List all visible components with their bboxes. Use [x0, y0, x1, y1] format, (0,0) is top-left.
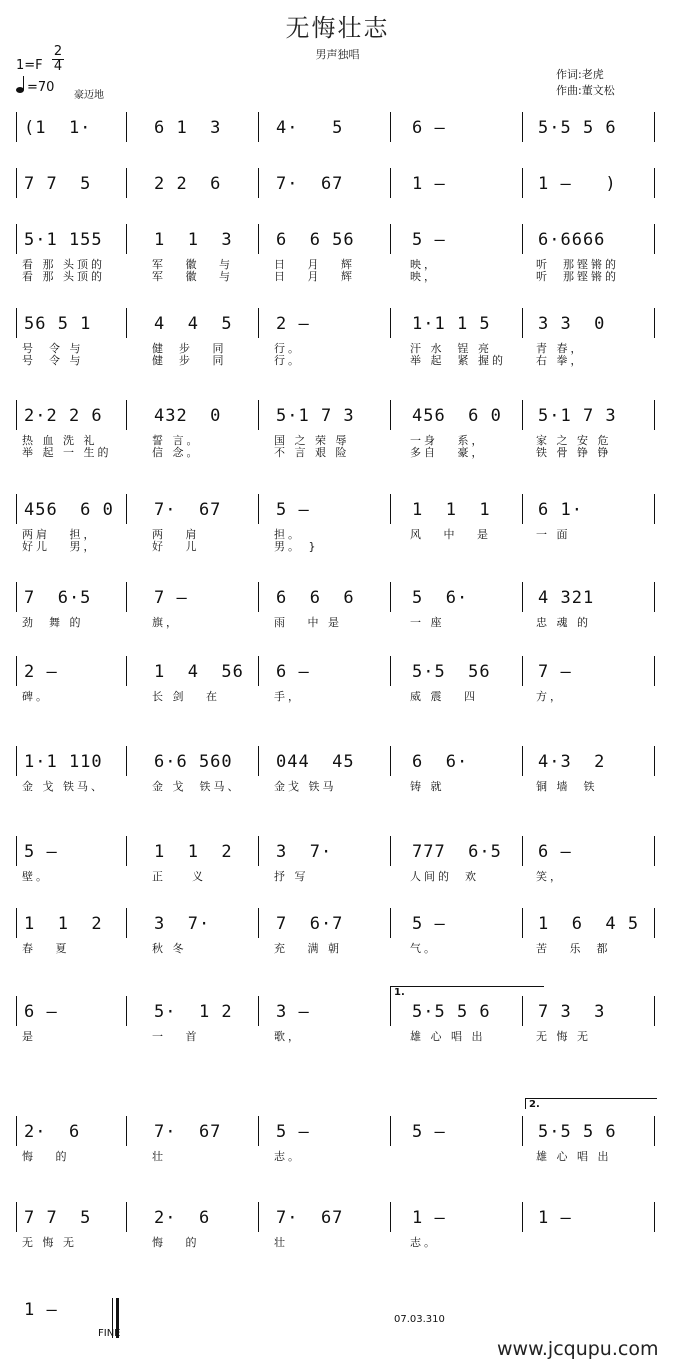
lyric-verse-2: 举 起 一 生的 — [22, 446, 112, 459]
measure-notes: 7 6·7 — [276, 914, 344, 934]
barline — [258, 1116, 259, 1146]
measure-notes: 5 6· — [412, 588, 469, 608]
song-title: 无悔壮志 — [285, 14, 390, 42]
barline — [258, 908, 259, 938]
measure-notes: 1 6 4 5 — [538, 914, 640, 934]
score-row — [0, 1116, 675, 1186]
barline — [522, 400, 523, 430]
lyric-verse-1: 悔 的 — [152, 1236, 200, 1249]
barline — [258, 308, 259, 338]
barline — [258, 996, 259, 1026]
measure-notes: 1·1 110 — [24, 752, 103, 772]
lyric-verse-1: 映， — [410, 258, 438, 271]
barline — [16, 494, 17, 524]
tempo-value: =70 — [27, 80, 55, 95]
barline — [16, 908, 17, 938]
measure-notes: 2·2 2 6 — [24, 406, 103, 426]
barline — [522, 656, 523, 686]
lyric-verse-2: 行。 — [274, 354, 302, 367]
lyric-verse-2: 军 徽 与 — [152, 270, 233, 283]
quarter-note-icon — [16, 87, 24, 93]
measure-notes: 1 1 3 — [154, 230, 233, 250]
lyric-verse-1: 雄 心 唱 出 — [536, 1150, 612, 1163]
barline — [390, 836, 391, 866]
lyric-verse-2: 好 儿 — [152, 540, 200, 553]
measure-notes: 7 – — [154, 588, 188, 608]
lyric-verse-2: 号 令 与 — [22, 354, 84, 367]
lyric-verse-1: 雄 心 唱 出 — [410, 1030, 486, 1043]
measure-notes: 1 – — [24, 1300, 58, 1320]
score-row — [0, 308, 675, 378]
measure-notes: 1 1 2 — [24, 914, 103, 934]
lyric-verse-1: 金戈 铁马 — [274, 780, 337, 793]
score-code: 07.03.310 — [394, 1314, 445, 1325]
barline — [126, 168, 127, 198]
measure-notes: 4 321 — [538, 588, 595, 608]
lyric-verse-1: 笑， — [536, 870, 564, 883]
barline — [126, 582, 127, 612]
barline — [522, 168, 523, 198]
measure-notes: 7 7 5 — [24, 1208, 92, 1228]
measure-notes: 6 6 56 — [276, 230, 355, 250]
barline — [390, 308, 391, 338]
barline — [126, 1202, 127, 1232]
measure-notes: 5· 1 2 — [154, 1002, 233, 1022]
key-signature: 1=F — [16, 58, 43, 73]
barline — [522, 908, 523, 938]
barline — [258, 224, 259, 254]
barline — [390, 168, 391, 198]
lyric-verse-1: 壮 — [152, 1150, 166, 1163]
lyric-verse-1: 秋 冬 — [152, 942, 187, 955]
measure-notes: 432 0 — [154, 406, 222, 426]
score-row — [0, 908, 675, 978]
barline — [654, 308, 655, 338]
measure-notes: 6 – — [412, 118, 446, 138]
barline — [126, 996, 127, 1026]
score-row — [0, 582, 675, 652]
measure-notes: 3 7· — [154, 914, 211, 934]
measure-notes: 6·6 560 — [154, 752, 233, 772]
measure-notes: 7· 67 — [276, 1208, 344, 1228]
measure-notes: 5·1 7 3 — [276, 406, 355, 426]
barline — [522, 1202, 523, 1232]
lyric-verse-1: 苦 乐 都 — [536, 942, 611, 955]
lyric-verse-1: 誓 言。 — [152, 434, 201, 447]
measure-notes: 6·6666 — [538, 230, 606, 250]
barline — [16, 836, 17, 866]
barline — [522, 224, 523, 254]
lyric-verse-1: 金 戈 铁马、 — [22, 780, 105, 793]
measure-notes: 6 1· — [538, 500, 583, 520]
lyric-verse-1: 风 中 是 — [410, 528, 491, 541]
measure-notes: 1 – ) — [538, 174, 617, 194]
lyric-verse-2: 看 那 头顶的 — [22, 270, 105, 283]
measure-notes: 456 6 0 — [412, 406, 502, 426]
barline — [654, 112, 655, 142]
measure-notes: 3 – — [276, 1002, 310, 1022]
lyric-verse-2: 不 言 艰 险 — [274, 446, 350, 459]
measure-notes: 5·1 155 — [24, 230, 103, 250]
barline — [16, 656, 17, 686]
barline — [16, 1202, 17, 1232]
measure-notes: 4·3 2 — [538, 752, 606, 772]
score-row — [0, 400, 675, 470]
lyric-verse-1: 威 震 四 — [410, 690, 478, 703]
barline — [654, 224, 655, 254]
second-ending-bracket — [525, 1098, 657, 1109]
score-row — [0, 224, 675, 294]
barline — [390, 656, 391, 686]
time-signature-top: 2 — [53, 44, 63, 59]
measure-notes: 6 6 6 — [276, 588, 355, 608]
measure-notes: 044 45 — [276, 752, 355, 772]
lyric-verse-1: 行。 — [274, 342, 302, 355]
tempo-marking — [16, 80, 54, 95]
lyric-verse-1: 旗， — [152, 616, 180, 629]
measure-notes: 1 1 1 — [412, 500, 491, 520]
lyric-verse-1: 一 座 — [410, 616, 445, 629]
lyric-verse-1: 壮 — [274, 1236, 288, 1249]
lyric-verse-1: 青 春， — [536, 342, 585, 355]
lyric-verse-1: 无 悔 无 — [536, 1030, 591, 1043]
barline — [258, 836, 259, 866]
measure-notes: 6 – — [24, 1002, 58, 1022]
first-ending-bracket — [390, 986, 544, 997]
measure-notes: 777 6·5 — [412, 842, 502, 862]
barline — [654, 908, 655, 938]
lyric-verse-1: 志。 — [410, 1236, 438, 1249]
lyric-verse-1: 健 步 同 — [152, 342, 227, 355]
measure-notes: 4· 5 — [276, 118, 344, 138]
barline — [126, 112, 127, 142]
lyric-verse-1: 壁。 — [22, 870, 50, 883]
barline — [522, 1116, 523, 1146]
lyric-verse-1: 看 那 头顶的 — [22, 258, 105, 271]
lyric-verse-1: 抒 写 — [274, 870, 309, 883]
barline — [654, 1116, 655, 1146]
barline — [390, 746, 391, 776]
barline — [16, 224, 17, 254]
measure-notes: 1 – — [412, 1208, 446, 1228]
lyric-verse-1: 是 — [22, 1030, 36, 1043]
lyric-verse-1: 听 那铿锵的 — [536, 258, 619, 271]
barline — [126, 656, 127, 686]
lyric-verse-2: 日 月 辉 — [274, 270, 355, 283]
measure-notes: 1 – — [412, 174, 446, 194]
measure-notes: 2 2 6 — [154, 174, 222, 194]
lyric-verse-1: 方， — [536, 690, 564, 703]
measure-notes: 7 – — [538, 662, 572, 682]
lyric-verse-1: 日 月 辉 — [274, 258, 355, 271]
measure-notes: 5·5 5 6 — [412, 1002, 491, 1022]
barline — [258, 168, 259, 198]
fine-marking: FINE — [98, 1328, 121, 1339]
expression-marking: 豪迈地 — [74, 90, 104, 101]
measure-notes: 5 – — [24, 842, 58, 862]
time-signature-bottom: 4 — [53, 59, 63, 74]
measure-notes: 456 6 0 — [24, 500, 114, 520]
measure-notes: 1 – — [538, 1208, 572, 1228]
lyricist: 作词:老虎 — [556, 68, 604, 81]
barline — [390, 908, 391, 938]
score-row — [0, 656, 675, 726]
lyric-verse-1: 国 之 荣 辱 — [274, 434, 350, 447]
barline — [522, 996, 523, 1026]
lyric-verse-1: 歌， — [274, 1030, 302, 1043]
measure-notes: 4 4 5 — [154, 314, 233, 334]
barline — [126, 746, 127, 776]
measure-notes: 7· 67 — [276, 174, 344, 194]
score-row — [0, 1202, 675, 1272]
score-row — [0, 836, 675, 906]
barline — [654, 494, 655, 524]
measure-notes: 5 – — [276, 1122, 310, 1142]
second-ending-label: 2. — [529, 1099, 540, 1110]
barline — [654, 1202, 655, 1232]
lyric-verse-1: 手， — [274, 690, 302, 703]
barline — [654, 836, 655, 866]
measure-notes: 6 6· — [412, 752, 469, 772]
barline — [258, 400, 259, 430]
measure-notes: 5 – — [412, 230, 446, 250]
lyric-verse-1: 气。 — [410, 942, 438, 955]
lyric-verse-2: 男。 } — [274, 540, 319, 553]
lyric-verse-1: 两 肩 — [152, 528, 200, 541]
time-signature — [52, 46, 64, 73]
measure-notes: 3 3 0 — [538, 314, 606, 334]
barline — [522, 836, 523, 866]
lyric-verse-1: 人间的 欢 — [410, 870, 479, 883]
lyric-verse-1: 雨 中 是 — [274, 616, 342, 629]
composer: 作曲:董文松 — [556, 84, 615, 97]
barline — [522, 746, 523, 776]
barline — [16, 308, 17, 338]
lyric-verse-2: 信 念。 — [152, 446, 201, 459]
measure-notes: 7 6·5 — [24, 588, 92, 608]
performance-type: 男声独唱 — [315, 48, 360, 61]
lyric-verse-1: 一 面 — [536, 528, 571, 541]
barline — [258, 582, 259, 612]
lyric-verse-1: 正 义 — [152, 870, 206, 883]
lyric-verse-1: 充 满 朝 — [274, 942, 342, 955]
barline — [522, 494, 523, 524]
lyric-verse-1: 长 剑 在 — [152, 690, 220, 703]
measure-notes: 6 – — [538, 842, 572, 862]
measure-notes: 5 – — [276, 500, 310, 520]
lyric-verse-1: 春 夏 — [22, 942, 70, 955]
measure-notes: 1 1 2 — [154, 842, 233, 862]
measure-notes: 1 4 56 — [154, 662, 244, 682]
lyric-verse-1: 家 之 安 危 — [536, 434, 612, 447]
measure-notes: 6 1 3 — [154, 118, 222, 138]
barline — [522, 582, 523, 612]
lyric-verse-1: 热 血 洗 礼 — [22, 434, 98, 447]
measure-notes: 5 – — [412, 914, 446, 934]
measure-notes: 5 – — [412, 1122, 446, 1142]
barline — [390, 1116, 391, 1146]
barline — [16, 996, 17, 1026]
barline — [654, 746, 655, 776]
barline — [16, 746, 17, 776]
lyric-verse-1: 担。 — [274, 528, 302, 541]
measure-notes: 7· 67 — [154, 500, 222, 520]
lyric-verse-1: 无 悔 无 — [22, 1236, 77, 1249]
lyric-verse-2: 健 步 同 — [152, 354, 227, 367]
barline — [16, 400, 17, 430]
barline — [522, 308, 523, 338]
barline — [390, 1202, 391, 1232]
measure-notes: 2· 6 — [154, 1208, 211, 1228]
measure-notes: 7 7 5 — [24, 174, 92, 194]
measure-notes: 6 – — [276, 662, 310, 682]
lyric-verse-2: 好儿 男， — [22, 540, 98, 553]
barline — [16, 168, 17, 198]
lyric-verse-1: 汗 水 锃 亮 — [410, 342, 492, 355]
barline — [258, 1202, 259, 1232]
lyric-verse-1: 一身 系， — [410, 434, 486, 447]
measure-notes: 1·1 1 5 — [412, 314, 491, 334]
measure-notes: 5·5 5 6 — [538, 118, 617, 138]
lyric-verse-2: 多自 豪， — [410, 446, 486, 459]
score-row — [0, 996, 675, 1066]
barline — [654, 168, 655, 198]
score-row — [0, 746, 675, 816]
measure-notes: 7· 67 — [154, 1122, 222, 1142]
barline — [16, 1116, 17, 1146]
barline — [258, 112, 259, 142]
measure-notes: 3 7· — [276, 842, 333, 862]
measure-notes: 5·5 56 — [412, 662, 491, 682]
barline — [258, 746, 259, 776]
barline — [258, 656, 259, 686]
barline — [126, 308, 127, 338]
lyric-verse-1: 号 令 与 — [22, 342, 84, 355]
barline — [126, 836, 127, 866]
barline — [258, 494, 259, 524]
barline — [16, 582, 17, 612]
lyric-verse-1: 金 戈 铁马、 — [152, 780, 242, 793]
lyric-verse-1: 军 徽 与 — [152, 258, 233, 271]
lyric-verse-2: 铁 骨 铮 铮 — [536, 446, 612, 459]
barline — [16, 112, 17, 142]
lyric-verse-1: 铸 就 — [410, 780, 445, 793]
lyric-verse-2: 右 拳， — [536, 354, 585, 367]
lyric-verse-1: 志。 — [274, 1150, 302, 1163]
measure-notes: 5·1 7 3 — [538, 406, 617, 426]
measure-notes: 2 – — [276, 314, 310, 334]
measure-notes: 56 5 1 — [24, 314, 92, 334]
barline — [654, 582, 655, 612]
lyric-verse-1: 一 首 — [152, 1030, 200, 1043]
barline — [126, 400, 127, 430]
barline — [654, 400, 655, 430]
barline — [126, 494, 127, 524]
barline — [126, 908, 127, 938]
barline — [390, 224, 391, 254]
first-ending-label: 1. — [394, 987, 405, 998]
barline — [390, 996, 391, 1026]
lyric-verse-2: 映， — [410, 270, 438, 283]
barline — [390, 400, 391, 430]
barline — [654, 996, 655, 1026]
lyric-verse-2: 举 起 紧 握的 — [410, 354, 506, 367]
barline — [390, 112, 391, 142]
lyric-verse-1: 忠 魂 的 — [536, 616, 591, 629]
barline — [390, 582, 391, 612]
measure-notes: 5·5 5 6 — [538, 1122, 617, 1142]
lyric-verse-1: 两肩 担， — [22, 528, 98, 541]
site-watermark: www.jcqupu.com — [497, 1338, 659, 1360]
lyric-verse-1: 劲 舞 的 — [22, 616, 84, 629]
lyric-verse-2: 听 那铿锵的 — [536, 270, 619, 283]
lyric-verse-1: 悔 的 — [22, 1150, 70, 1163]
measure-notes: 2 – — [24, 662, 58, 682]
lyric-verse-1: 碑。 — [22, 690, 50, 703]
measure-notes: 7 3 3 — [538, 1002, 606, 1022]
barline — [654, 656, 655, 686]
lyric-verse-1: 铜 墙 铁 — [536, 780, 598, 793]
measure-notes: (1 1· — [24, 118, 92, 138]
score-row — [0, 494, 675, 564]
barline — [126, 1116, 127, 1146]
barline — [126, 224, 127, 254]
measure-notes: 2· 6 — [24, 1122, 81, 1142]
barline — [390, 494, 391, 524]
barline — [522, 112, 523, 142]
